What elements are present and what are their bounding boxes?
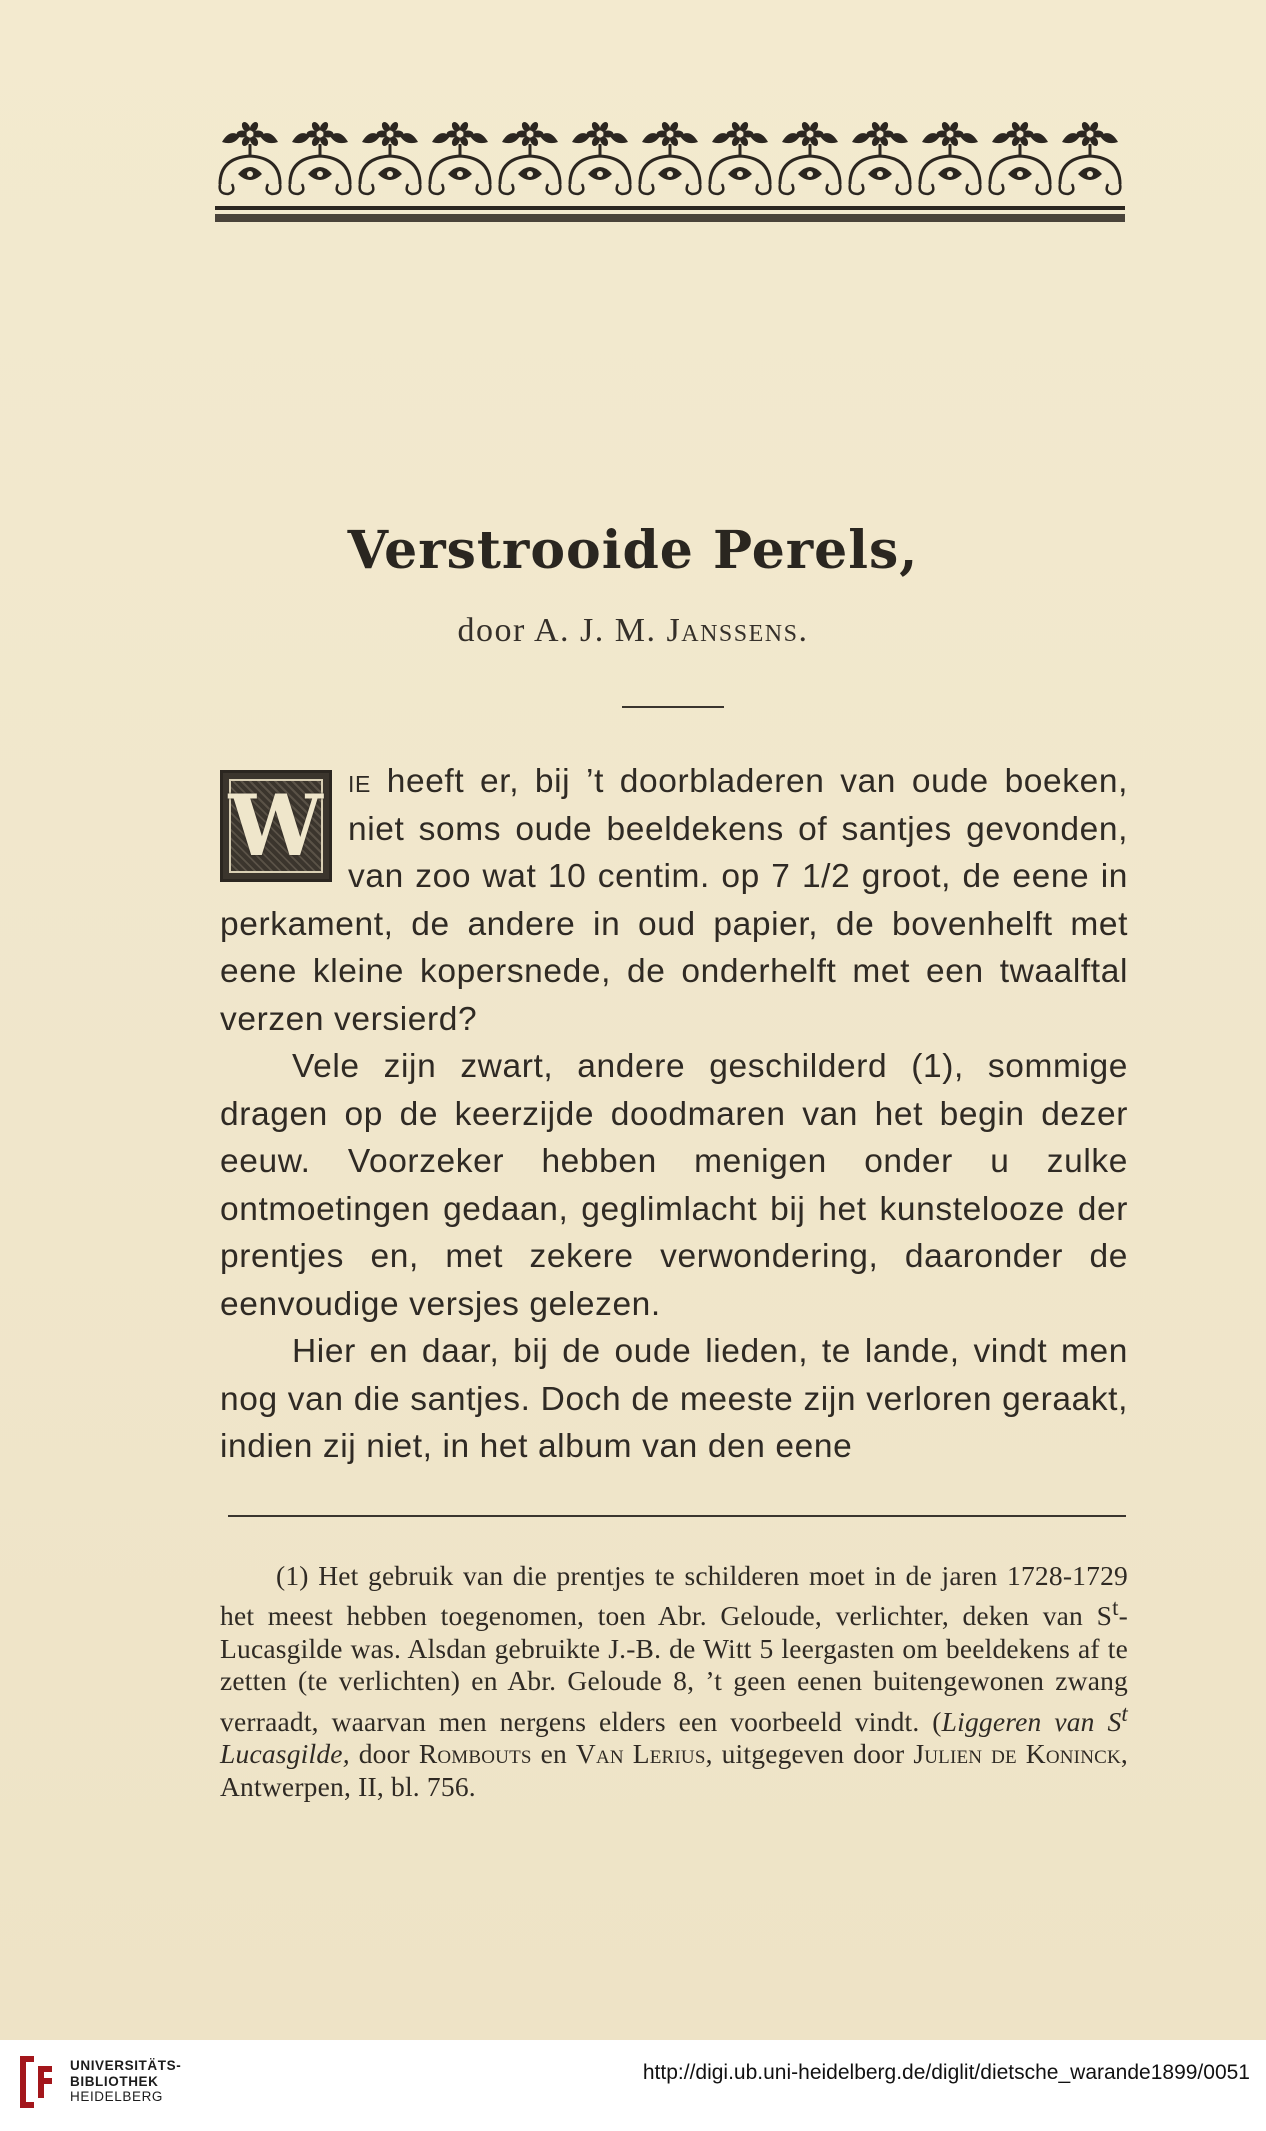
byline xyxy=(0,612,1266,650)
footnote-source-title: Liggeren van $S^t$ Lucasgilde, xyxy=(220,1700,1128,1770)
dropcap-initial xyxy=(220,770,332,882)
paragraph-1 xyxy=(220,758,1128,1043)
footnote: (1) Het gebruik van die prentjes te schilderen moet in de jaren 1728-1729 het meest hebben toegenomen, toen Abr. Geloude, verlichter, deken van $S^t$-Lucasgilde was. Alsdan gebruikte J.-B. de Witt 5 leergasten om beeldekens af te zetten (te verlichten) en Abr. Geloude 8, ’t geen eenen buitengewonen zwang verraadt, waarvan men nergens elders een voorbeeld vindt. (Liggeren van $S^t$ Lucasgilde, door Rombouts en Van Lerius, uitgegeven door Julien de Koninck, Antwerpen, II, bl. 756. xyxy=(220,1560,1128,1802)
footnote-rule xyxy=(228,1515,1126,1517)
title-separator-rule xyxy=(622,706,724,708)
paragraph-1-text: heeft er, bij ’t doorbladeren van oude boeken, niet soms oude beeldekens of santjes gevonden, van zoo wat 10 centim. op 7 1/2 groot, de eene in perkament, de andere in oud papier, de bovenhelft met eene kleine kopersnede, de onderhelft met een twaalftal verzen versierd? xyxy=(220,763,1128,1038)
paragraph-3: Hier en daar, bij de oude lieden, te lande, vindt men nog van die santjes. Doch de meeste zijn verloren geraakt, indien zij niet, in het album van den eene xyxy=(220,1333,1128,1465)
viewer-footer-bar xyxy=(0,2040,1266,2131)
source-url-link[interactable]: http://digi.ub.uni-heidelberg.de/diglit/dietsche_warande1899/0051 xyxy=(642,2061,1250,2084)
ornamental-header-band xyxy=(215,112,1125,230)
floral-ornament-graphic xyxy=(215,112,1125,230)
library-logo-icon[interactable] xyxy=(14,2052,58,2112)
article-body xyxy=(220,758,1128,1471)
author-name: Janssens. xyxy=(666,612,809,649)
paragraph-1-lead: ie xyxy=(348,763,371,800)
byline-prefix: door A. J. M. xyxy=(457,612,657,649)
library-logo-text: UNIVERSITÄTS- BIBLIOTHEK HEIDELBERG xyxy=(70,2058,182,2104)
article-title: Verstrooide Perels, xyxy=(347,520,919,581)
dropcap-letter: W xyxy=(228,776,324,875)
paragraph-2: Vele zijn zwart, andere geschilderd (1), sommige dragen op de keerzijde doodmaren van het begin dezer eeuw. Voorzeker hebben menigen onder u zulke ontmoetingen gedaan, geglimlacht bij het kunstelooze der prentjes en, met zekere verwondering, daaronder de eenvoudige versjes gelezen. xyxy=(220,1048,1128,1323)
